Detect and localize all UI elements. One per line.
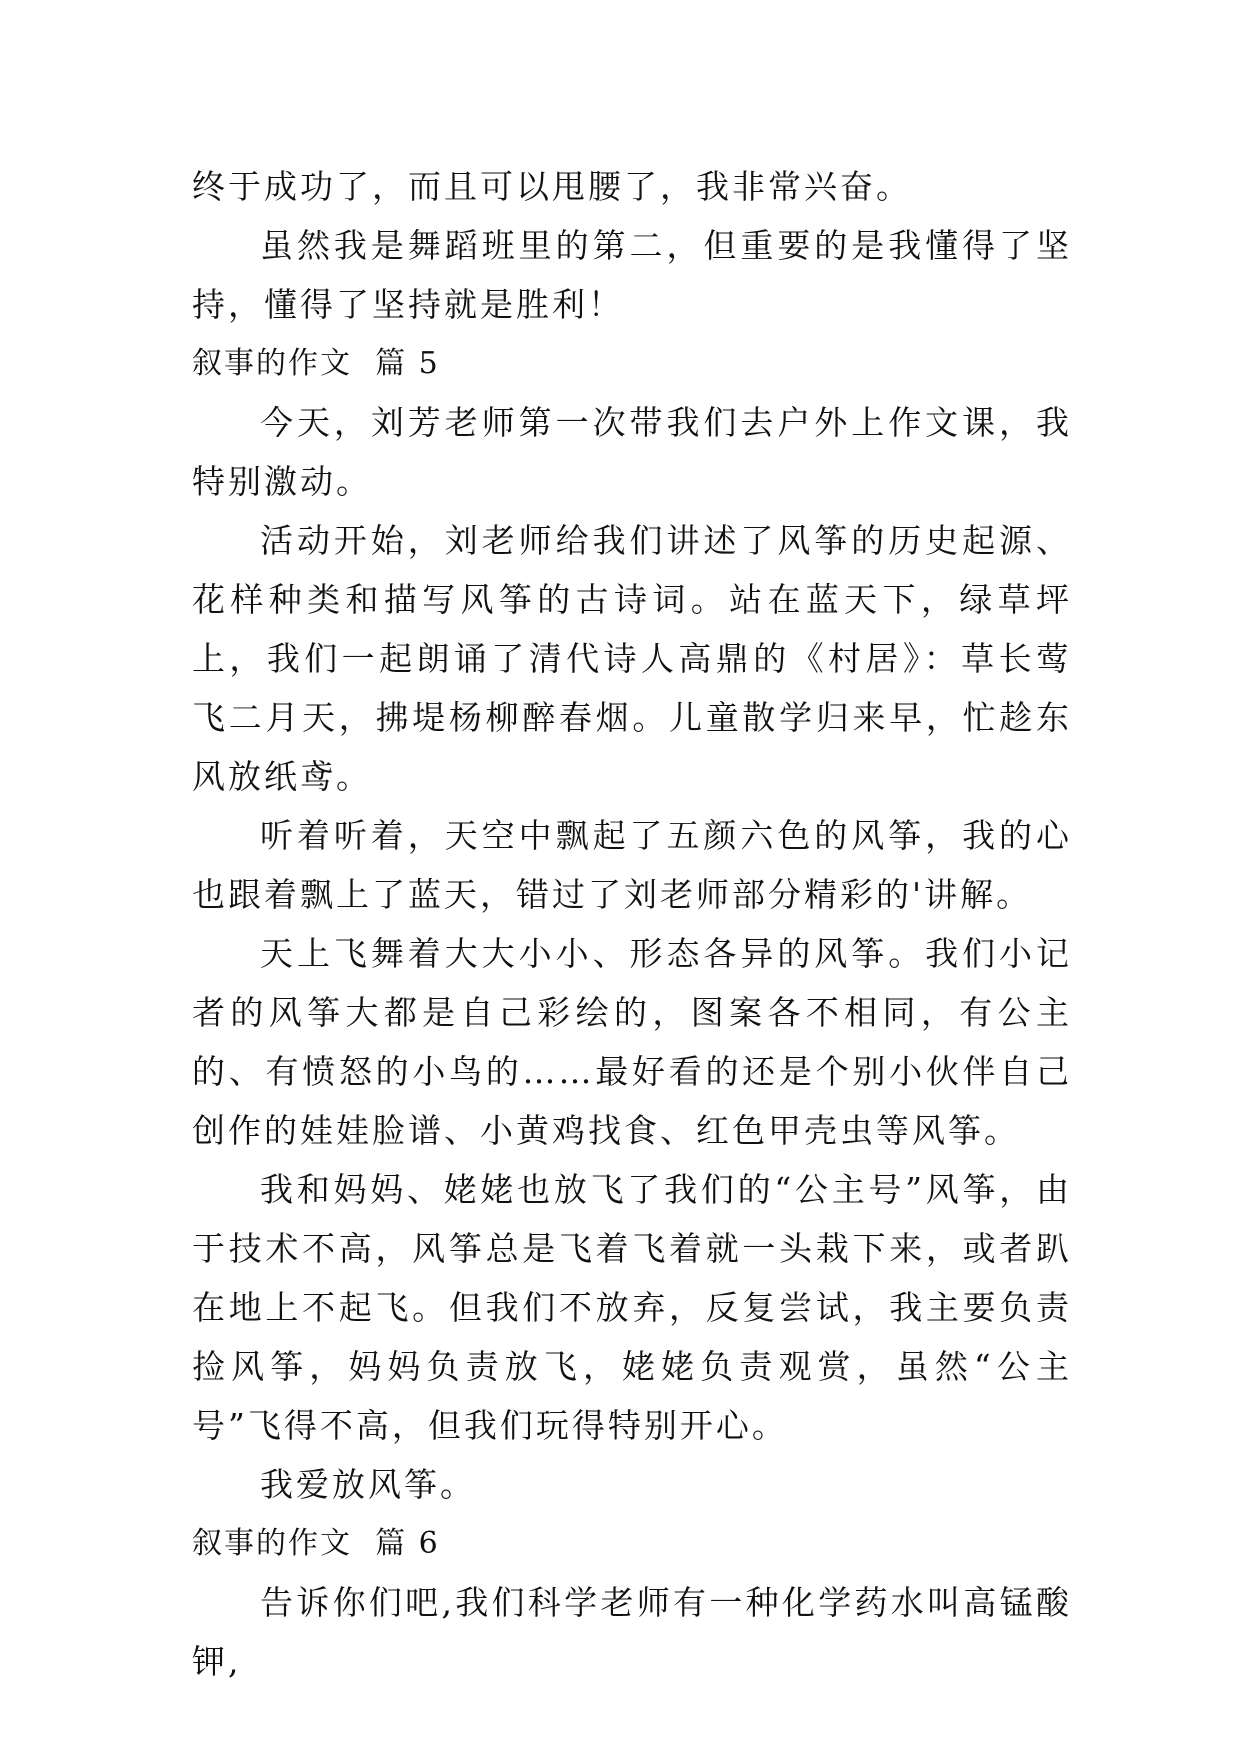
paragraph: 我和妈妈、姥姥也放飞了我们的“公主号”风筝，由于技术不高，风筝总是飞着飞着就一头栽下来，或者趴在地上不起飞。但我们不放弃，反复尝试，我主要负责捡风筝，妈妈负责放飞，姥姥负责观赏，虽然“公主号”飞得不高，但我们玩得特别开心。 [192,1170,1072,1445]
paragraph: 听着听着，天空中飘起了五颜六色的风筝，我的心也跟着飘上了蓝天，错过了刘老师部分精彩的'讲解。 [192,816,1072,914]
paragraph: 终于成功了，而且可以甩腰了，我非常兴奋。 [192,167,912,206]
document-body [192,157,1072,1691]
paragraph: 天上飞舞着大大小小、形态各异的风筝。我们小记者的风筝大都是自己彩绘的，图案各不相同，有公主的、有愤怒的小鸟的……最好看的还是个别小伙伴自己创作的娃娃脸谱、小黄鸡找食、红色甲壳虫等风筝。 [192,934,1072,1150]
paragraph: 虽然我是舞蹈班里的第二，但重要的是我懂得了坚持，懂得了坚持就是胜利！ [192,226,1072,324]
paragraph: 今天，刘芳老师第一次带我们去户外上作文课，我特别激动。 [192,403,1072,501]
section-heading: 叙事的作文 篇 5 [192,346,440,381]
section-heading: 叙事的作文 篇 6 [192,1526,440,1561]
paragraph: 告诉你们吧,我们科学老师有一种化学药水叫高锰酸钾, [192,1583,1072,1681]
paragraph: 我爱放风筝。 [260,1465,476,1504]
paragraph: 活动开始，刘老师给我们讲述了风筝的历史起源、花样种类和描写风筝的古诗词。站在蓝天下，绿草坪上，我们一起朗诵了清代诗人高鼎的《村居》：草长莺飞二月天，拂堤杨柳醉春烟。儿童散学归来早，忙趁东风放纸鸢。 [192,521,1072,796]
